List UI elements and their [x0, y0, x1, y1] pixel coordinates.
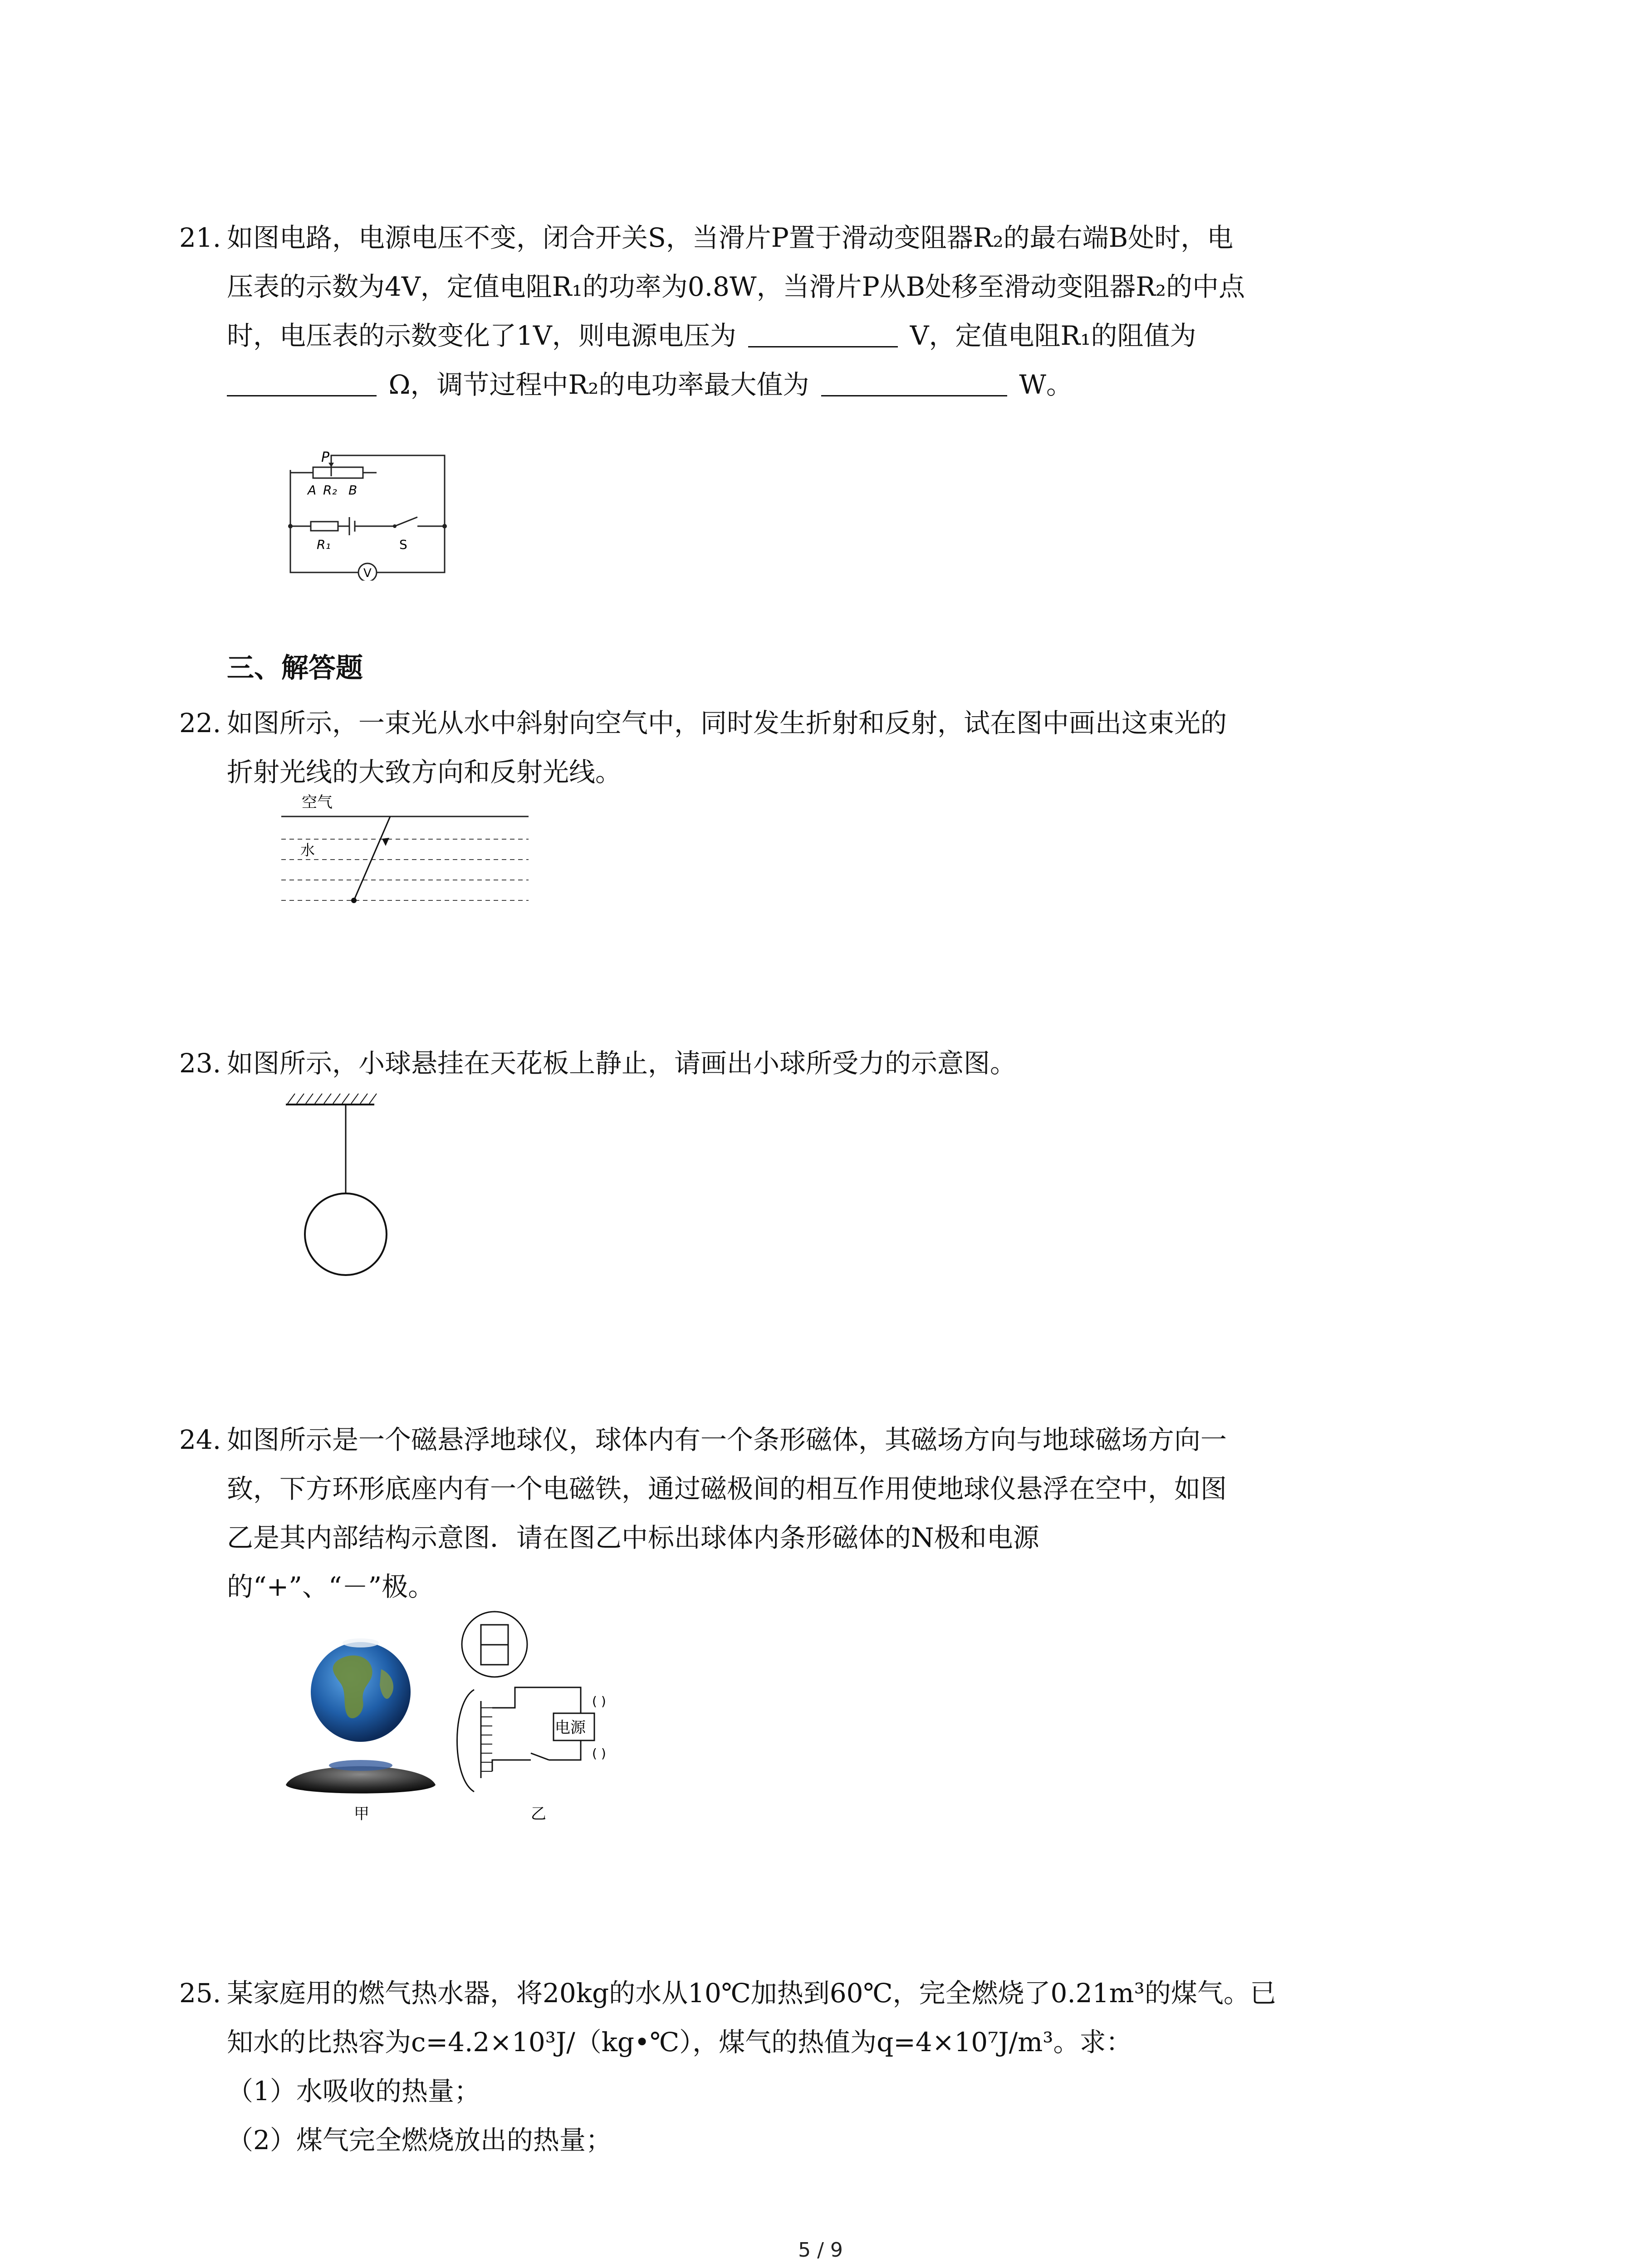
label-v: V — [363, 567, 372, 580]
switch-pivot — [393, 524, 397, 528]
ball — [305, 1193, 387, 1275]
question-text-line: 如图所示，小球悬挂在天花板上静止，请画出小球所受力的示意图。 — [227, 1048, 1017, 1079]
question-23 — [179, 1039, 1452, 1088]
circuit-wire — [492, 1687, 581, 1713]
switch — [531, 1753, 549, 1760]
answer-blank[interactable] — [227, 367, 377, 396]
question-number: 24. — [179, 1424, 221, 1455]
question-text-line: 如图电路，电源电压不变，闭合开关S，当滑片P置于滑动变阻器R₂的最右端B处时，电 — [227, 222, 1234, 253]
maglev-globe-figure — [279, 1606, 633, 1833]
question-number: 25. — [179, 1978, 221, 2009]
incident-ray — [354, 816, 390, 900]
coil — [481, 1708, 492, 1771]
question-text-line: 某家庭用的燃气热水器，将20kg的水从10℃加热到60℃，完全燃烧了0.21m³的煤气。已 — [227, 1978, 1276, 2009]
question-text-line: 的“+”、“－”极。 — [227, 1571, 435, 1602]
switch-s — [395, 517, 417, 526]
label-water: 水 — [300, 841, 315, 859]
label-a: A — [308, 483, 317, 498]
page-number: 5 / 9 — [798, 2239, 843, 2262]
label-r1: R₁ — [317, 537, 331, 552]
label-r2: R₂ — [323, 483, 337, 498]
label-power: 电源 — [555, 1719, 586, 1737]
question-text: V，定值电阻R₁的阻值为 — [910, 320, 1196, 351]
ray-arrow — [382, 838, 389, 846]
label-p: P — [321, 450, 330, 465]
question-text: 时，电压表的示数变化了1V，则电源电压为 — [227, 320, 736, 351]
question-text-line: 压表的示数为4V，定值电阻R₁的功率为0.8W，当滑片P从B处移至滑动变阻器R₂的中点 — [227, 271, 1245, 302]
label-jia: 甲 — [354, 1805, 369, 1823]
junction-dot — [442, 524, 447, 528]
light-source-point — [351, 898, 357, 903]
circuit-wire — [549, 1740, 581, 1760]
label-air: 空气 — [302, 793, 333, 811]
refraction-diagram — [281, 792, 535, 909]
structure-diagram — [457, 1612, 595, 1792]
question-text-line: 如图所示是一个磁悬浮地球仪，球体内有一个条形磁体，其磁场方向与地球磁场方向一 — [227, 1424, 1227, 1455]
resistor-r1 — [311, 522, 338, 531]
question-text-line: 乙是其内部结构示意图．请在图乙中标出球体内条形磁体的N极和电源 — [227, 1522, 1039, 1553]
label-b: B — [348, 483, 358, 498]
question-number: 21. — [179, 222, 221, 253]
question-number: 22. — [179, 708, 221, 738]
question-text-line: 致，下方环形底座内有一个电磁铁，通过磁极间的相互作用使地球仪悬浮在空中，如图 — [227, 1473, 1227, 1504]
question-number: 23. — [179, 1048, 221, 1079]
junction-dot — [288, 524, 293, 528]
question-24 — [179, 1415, 1452, 1611]
question-text-line: 如图所示，一束光从水中斜射向空气中，同时发生折射和反射，试在图中画出这束光的 — [227, 708, 1227, 738]
question-text: W。 — [1019, 369, 1073, 400]
pole-blank-top[interactable]: ( ) — [592, 1694, 606, 1709]
label-yi: 乙 — [531, 1805, 546, 1823]
rheostat-r2 — [313, 467, 363, 478]
question-text-line: 知水的比热容为c=4.2×10³J/（kg•℃），煤气的热值为q=4×10⁷J/m³。求： — [227, 2027, 1132, 2058]
circuit-diagram — [286, 449, 454, 581]
question-25 — [179, 1969, 1452, 2165]
sub-question: （1）水吸收的热量； — [227, 2076, 480, 2107]
question-text: Ω，调节过程中R₂的电功率最大值为 — [388, 369, 809, 400]
base-arc — [457, 1690, 475, 1792]
label-s: S — [399, 537, 407, 552]
hanging-ball-diagram — [281, 1091, 390, 1281]
question-text-line — [227, 360, 1452, 409]
circuit-wire — [492, 1760, 531, 1771]
pole-blank-bottom[interactable]: ( ) — [592, 1746, 606, 1761]
answer-blank[interactable] — [748, 318, 898, 347]
globe-photo — [286, 1638, 436, 1823]
section-title: 三、解答题 — [227, 652, 363, 684]
question-text-line: 折射光线的大致方向和反射光线。 — [227, 757, 622, 787]
question-21 — [179, 213, 1452, 409]
sub-question: （2）煤气完全燃烧放出的热量； — [227, 2125, 612, 2156]
answer-blank[interactable] — [821, 367, 1007, 396]
question-text-line — [227, 311, 1452, 360]
question-22 — [179, 699, 1452, 797]
